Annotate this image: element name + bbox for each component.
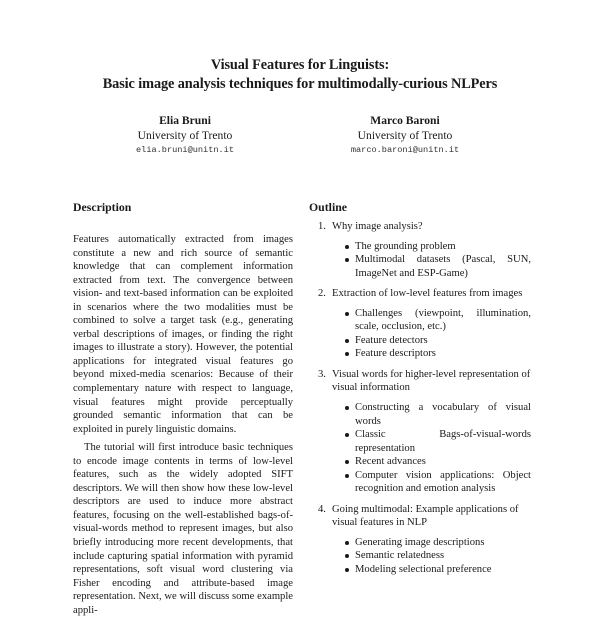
outline-heading: Outline (309, 200, 348, 214)
outline-column (309, 200, 531, 584)
item-number: 3. (318, 368, 326, 380)
bullet-icon (345, 541, 349, 545)
sub-item (332, 549, 531, 563)
title-line-2: Basic image analysis techniques for multimodally-curious NLPers (102, 76, 498, 92)
bullet-icon (345, 339, 349, 343)
sub-item-text: Feature descriptors (355, 348, 436, 360)
bullet-icon (345, 433, 349, 437)
sub-item (332, 307, 531, 334)
bullet-icon (345, 568, 349, 572)
description-column (73, 200, 293, 617)
sub-item-text: Recent advances (355, 456, 426, 468)
description-paragraph-2: The tutorial will first introduce basic techniques to encode image contents in terms of low-level features, such as the widely adopted SIFT descriptors. We will then show how these low-level descriptors are used to induce more abstract features, focusing on the well-established bags-of-visual-words method to represent images, but also briefly introducing more recent developments, that include capturing spatial information with pyramid representations, soft visual word clustering via Fisher encoding and attribute-based image representation. Next, we will discuss some example appli- (73, 442, 293, 616)
item-title: Visual words for higher-level representation of visual information (332, 368, 531, 394)
bullet-icon (345, 474, 349, 478)
bullet-icon (345, 258, 349, 262)
item-title: Why image analysis? (332, 221, 423, 232)
sub-item (332, 428, 531, 455)
sub-list (332, 307, 531, 361)
sub-list (332, 240, 531, 281)
bullet-icon (345, 245, 349, 249)
sub-item-text: Modeling selectional preference (355, 564, 492, 576)
sub-list (332, 401, 531, 496)
sub-item-text: Computer vision applications: Object recognition and emotion analysis (355, 469, 531, 495)
outline-list (309, 220, 531, 577)
author-name: Marco Baroni (370, 114, 440, 127)
sub-item (332, 334, 531, 348)
title-line-1: Visual Features for Linguists: (210, 57, 390, 73)
description-heading: Description (73, 200, 132, 214)
sub-item-text: Challenges (viewpoint, illumination, scale, occlusion, etc.) (355, 307, 531, 333)
item-number: 1. (318, 221, 326, 232)
outline-item-1 (309, 220, 531, 280)
author-block-2 (305, 114, 505, 158)
outline-item-4 (309, 503, 531, 577)
sub-item (332, 455, 531, 469)
sub-item-text: Generating image descriptions (355, 536, 485, 548)
author-affiliation: University of Trento (357, 128, 453, 142)
sub-item-text: Feature detectors (355, 334, 428, 346)
item-title: Extraction of low-level features from images (332, 288, 523, 300)
bullet-icon (345, 312, 349, 316)
bullet-icon (345, 554, 349, 558)
sub-item (332, 253, 531, 280)
author-email: elia.bruni@unitn.it (136, 145, 234, 155)
item-number: 4. (318, 503, 326, 515)
sub-item (332, 469, 531, 496)
sub-item (332, 347, 531, 361)
outline-item-3 (309, 368, 531, 496)
sub-item-text: Classic Bags-of-visual-words representation (355, 429, 531, 454)
item-number: 2. (318, 288, 326, 300)
author-affiliation: University of Trento (137, 128, 233, 142)
sub-list (332, 536, 531, 577)
bullet-icon (345, 352, 349, 356)
sub-item (332, 401, 531, 428)
sub-item (332, 536, 531, 550)
sub-item-text: Constructing a vocabulary of visual words (355, 402, 531, 427)
author-block-1 (85, 114, 285, 158)
sub-item (332, 240, 531, 254)
author-email: marco.baroni@unitn.it (350, 145, 460, 155)
paper-title (0, 56, 600, 94)
outline-item-2 (309, 287, 531, 361)
sub-item-text: Multimodal datasets (Pascal, SUN, ImageNet and ESP-Game) (355, 254, 531, 279)
description-paragraph-1: Features automatically extracted from images constitute a new and rich source of semantic knowledge that can complement information extracted from text. The convergence between vision- and text-based information can be exploited in scenarios where the two modalities must be combined to solve a target task (e.g., generating verbal descriptions of images, or finding the right images to illustrate a story). However, the potential applications for integrated visual features go beyond mixed-media scenarios: Because of their complementary nature with respect to language, visual features might provide perceptually grounded semantic information that can be exploited in purely linguistic domains. (73, 234, 293, 435)
bullet-icon (345, 460, 349, 464)
sub-item (332, 563, 531, 577)
item-title: Going multimodal: Example applications of visual features in NLP (332, 503, 519, 529)
sub-item-text: The grounding problem (355, 240, 456, 252)
author-name: Elia Bruni (159, 114, 211, 127)
bullet-icon (345, 406, 349, 410)
sub-item-text: Semantic relatedness (355, 550, 445, 562)
